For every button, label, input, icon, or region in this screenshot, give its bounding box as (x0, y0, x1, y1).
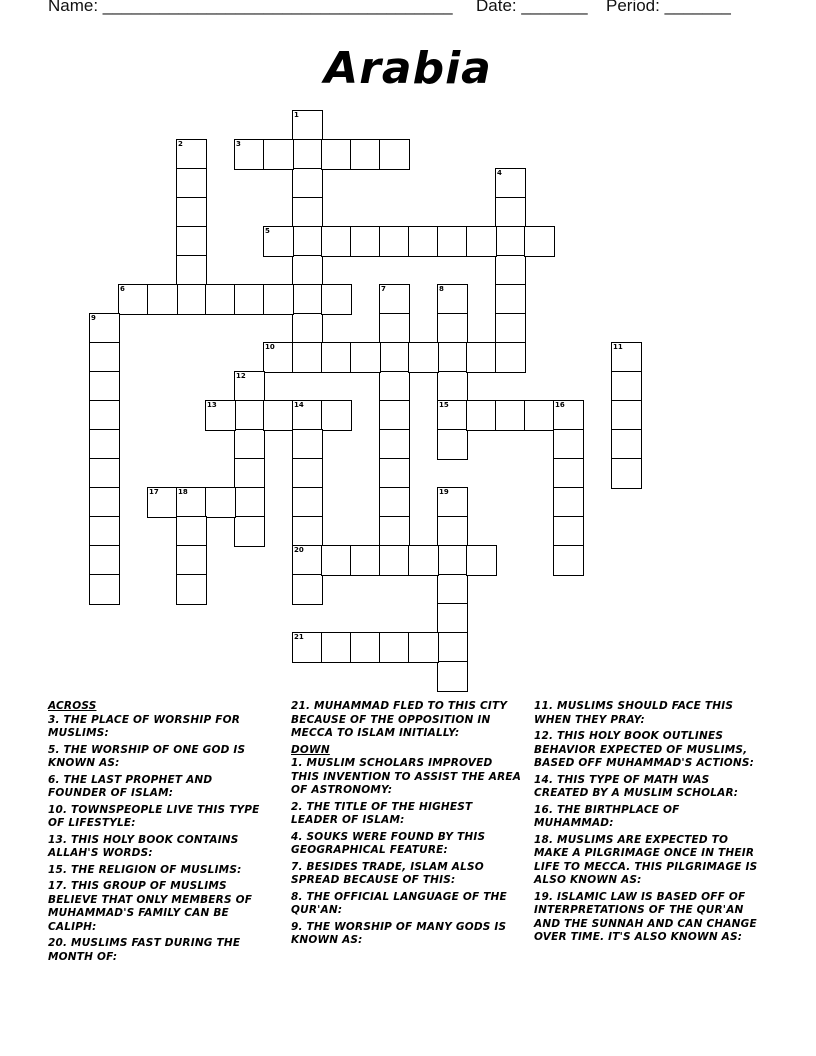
crossword-cell[interactable] (263, 226, 294, 257)
crossword-cell[interactable] (437, 603, 468, 634)
crossword-cell[interactable] (437, 429, 468, 460)
crossword-cell[interactable] (437, 400, 468, 431)
clue-number: 1 (294, 111, 299, 119)
clue-item: 5. THE WORSHIP OF ONE GOD IS KNOWN AS: (48, 743, 246, 769)
clue-number: 14 (294, 401, 304, 409)
clue-number: 4 (497, 169, 502, 177)
crossword-cell[interactable] (263, 284, 294, 315)
crossword-cell[interactable] (292, 139, 323, 170)
crossword-cell[interactable] (321, 545, 352, 576)
crossword-cell[interactable] (292, 574, 323, 605)
crossword-cell[interactable] (379, 342, 410, 373)
crossword-cell[interactable] (611, 429, 642, 460)
clue-number: 13 (207, 401, 217, 409)
crossword-cell[interactable] (176, 284, 207, 315)
crossword-cell[interactable] (321, 284, 352, 315)
period-field-label[interactable]: Period: _______ (606, 0, 731, 15)
crossword-cell[interactable] (176, 545, 207, 576)
crossword-cell[interactable] (89, 342, 120, 373)
clue-number: 3 (236, 140, 241, 148)
crossword-cell[interactable] (466, 342, 497, 373)
clue-number: 9 (91, 314, 96, 322)
crossword-cell[interactable] (234, 284, 265, 315)
clue-item: 17. THIS GROUP OF MUSLIMS BELIEVE THAT ONLY MEMBERS OF MUHAMMAD'S FAMILY CAN BE CALIPH: (48, 880, 253, 933)
crossword-cell[interactable] (466, 226, 497, 257)
crossword-cell[interactable] (553, 545, 584, 576)
crossword-cell[interactable] (466, 400, 497, 431)
crossword-cell[interactable] (176, 574, 207, 605)
clue-item: 1. MUSLIM SCHOLARS IMPROVED THIS INVENTION TO ASSIST THE AREA OF ASTRONOMY: (291, 757, 522, 796)
crossword-cell[interactable] (350, 139, 381, 170)
crossword-cell[interactable] (408, 342, 439, 373)
crossword-cell[interactable] (379, 313, 410, 344)
clue-number: 10 (265, 343, 275, 351)
crossword-cell[interactable] (553, 429, 584, 460)
crossword-cell[interactable] (379, 516, 410, 547)
clue-number: 6 (120, 285, 125, 293)
crossword-cell[interactable] (263, 400, 294, 431)
clue-item: 18. MUSLIMS ARE EXPECTED TO MAKE A PILGRIMAGE ONCE IN THEIR LIFE TO MECCA. THIS PILGRIMAGE IS ALSO KNOWN AS: (534, 833, 758, 886)
clue-item: 8. THE OFFICIAL LANGUAGE OF THE QUR'AN: (291, 890, 507, 916)
crossword-cell[interactable] (321, 400, 352, 431)
crossword-cell[interactable] (176, 516, 207, 547)
crossword-cell[interactable] (437, 226, 468, 257)
clue-number: 5 (265, 227, 270, 235)
name-field-label[interactable]: Name: _____________________________________ (48, 0, 453, 15)
crossword-cell[interactable] (524, 400, 555, 431)
clue-number: 16 (555, 401, 565, 409)
crossword-cell[interactable] (437, 487, 468, 518)
clue-item: 13. THIS HOLY BOOK CONTAINS ALLAH'S WORDS: (48, 833, 239, 859)
crossword-cell[interactable] (408, 632, 439, 663)
crossword-cell[interactable] (176, 255, 207, 286)
crossword-cell[interactable] (89, 313, 120, 344)
crossword-cell[interactable] (292, 168, 323, 199)
down-heading: DOWN (291, 743, 330, 756)
crossword-cell[interactable] (379, 632, 410, 663)
crossword-cell[interactable] (437, 545, 468, 576)
crossword-cell[interactable] (176, 139, 207, 170)
crossword-cell[interactable] (379, 429, 410, 460)
crossword-cell[interactable] (466, 545, 497, 576)
crossword-cell[interactable] (611, 342, 642, 373)
crossword-cell[interactable] (437, 371, 468, 402)
crossword-cell[interactable] (495, 255, 526, 286)
crossword-cell[interactable] (408, 226, 439, 257)
crossword-cell[interactable] (89, 429, 120, 460)
crossword-cell[interactable] (292, 458, 323, 489)
clue-item: 11. MUSLIMS SHOULD FACE THIS WHEN THEY PRAY: (534, 700, 734, 726)
crossword-cell[interactable] (292, 255, 323, 286)
crossword-cell[interactable] (350, 632, 381, 663)
crossword-cell[interactable] (495, 197, 526, 228)
crossword-cell[interactable] (176, 168, 207, 199)
crossword-cell[interactable] (495, 168, 526, 199)
clue-item: 20. MUSLIMS FAST DURING THE MONTH OF: (48, 937, 241, 963)
crossword-cell[interactable] (292, 487, 323, 518)
clue-item: 2. THE TITLE OF THE HIGHEST LEADER OF ISLAM: (291, 800, 473, 826)
crossword-cell[interactable] (234, 487, 265, 518)
clue-number: 8 (439, 285, 444, 293)
crossword-cell[interactable] (234, 400, 265, 431)
crossword-cell[interactable] (379, 458, 410, 489)
crossword-cell[interactable] (176, 226, 207, 257)
clues-column-3 (534, 700, 762, 948)
crossword-cell[interactable] (89, 574, 120, 605)
crossword-cell[interactable] (234, 139, 265, 170)
crossword-cell[interactable] (379, 226, 410, 257)
clue-number: 2 (178, 140, 183, 148)
crossword-cell[interactable] (205, 487, 236, 518)
crossword-cell[interactable] (292, 342, 323, 373)
clue-number: 12 (236, 372, 246, 380)
clue-item: 9. THE WORSHIP OF MANY GODS IS KNOWN AS: (291, 920, 507, 946)
crossword-cell[interactable] (89, 516, 120, 547)
crossword-cell[interactable] (350, 545, 381, 576)
crossword-cell[interactable] (176, 487, 207, 518)
crossword-cell[interactable] (89, 458, 120, 489)
crossword-cell[interactable] (553, 516, 584, 547)
crossword-cell[interactable] (611, 458, 642, 489)
crossword-cell[interactable] (89, 545, 120, 576)
crossword-cell[interactable] (495, 284, 526, 315)
clue-number: 20 (294, 546, 304, 554)
crossword-cell[interactable] (234, 371, 265, 402)
crossword-cell[interactable] (292, 400, 323, 431)
crossword-cell[interactable] (379, 371, 410, 402)
crossword-cell[interactable] (379, 400, 410, 431)
crossword-cell[interactable] (408, 545, 439, 576)
crossword-cell[interactable] (147, 487, 178, 518)
crossword-cell[interactable] (292, 429, 323, 460)
crossword-cell[interactable] (263, 139, 294, 170)
crossword-cell[interactable] (89, 487, 120, 518)
clue-number: 7 (381, 285, 386, 293)
crossword-cell[interactable] (205, 400, 236, 431)
crossword-cell[interactable] (292, 110, 323, 141)
crossword-cell[interactable] (292, 313, 323, 344)
crossword-cell[interactable] (292, 284, 323, 315)
crossword-cell[interactable] (495, 342, 526, 373)
clue-item: 6. THE LAST PROPHET AND FOUNDER OF ISLAM: (48, 773, 213, 799)
crossword-cell[interactable] (118, 284, 149, 315)
crossword-cell[interactable] (437, 342, 468, 373)
crossword-cell[interactable] (553, 487, 584, 518)
crossword-cell[interactable] (553, 458, 584, 489)
crossword-cell[interactable] (611, 371, 642, 402)
crossword-cell[interactable] (524, 226, 555, 257)
clue-number: 15 (439, 401, 449, 409)
crossword-cell[interactable] (234, 458, 265, 489)
crossword-cell[interactable] (205, 284, 236, 315)
crossword-cell[interactable] (350, 342, 381, 373)
crossword-cell[interactable] (292, 632, 323, 663)
crossword-cell[interactable] (89, 400, 120, 431)
crossword-cell[interactable] (379, 284, 410, 315)
crossword-cell[interactable] (437, 516, 468, 547)
clue-item: 10. TOWNSPEOPLE LIVE THIS TYPE OF LIFESTYLE: (48, 803, 260, 829)
crossword-cell[interactable] (437, 661, 468, 692)
crossword-cell[interactable] (321, 139, 352, 170)
clue-item: 4. SOUKS WERE FOUND BY THIS GEOGRAPHICAL FEATURE: (291, 830, 486, 856)
clue-item: 7. BESIDES TRADE, ISLAM ALSO SPREAD BECAUSE OF THIS: (291, 860, 484, 886)
crossword-cell[interactable] (437, 632, 468, 663)
clue-number: 19 (439, 488, 449, 496)
clue-item: 21. MUHAMMAD FLED TO THIS CITY BECAUSE OF THE OPPOSITION IN MECCA TO ISLAM INITIALLY: (291, 700, 508, 739)
clue-item: 15. THE RELIGION OF MUSLIMS: (48, 863, 242, 876)
crossword-cell[interactable] (321, 632, 352, 663)
crossword-cell[interactable] (321, 226, 352, 257)
crossword-cell[interactable] (292, 516, 323, 547)
clue-item: 3. THE PLACE OF WORSHIP FOR MUSLIMS: (48, 713, 240, 739)
crossword-cell[interactable] (176, 197, 207, 228)
page-title: Arabia (324, 43, 492, 94)
crossword-cell[interactable] (292, 197, 323, 228)
clue-item: 14. THIS TYPE OF MATH WAS CREATED BY A MUSLIM SCHOLAR: (534, 773, 739, 799)
crossword-cell[interactable] (495, 313, 526, 344)
clue-item: 16. THE BIRTHPLACE OF MUHAMMAD: (534, 803, 680, 829)
clue-item: 12. THIS HOLY BOOK OUTLINES BEHAVIOR EXPECTED OF MUSLIMS, BASED OFF MUHAMMAD'S ACTIONS: (534, 730, 755, 769)
crossword-cell[interactable] (292, 545, 323, 576)
date-field-label[interactable]: Date: _______ (476, 0, 588, 15)
crossword-cell[interactable] (234, 429, 265, 460)
crossword-cell[interactable] (437, 284, 468, 315)
clue-number: 21 (294, 633, 304, 641)
crossword-cell[interactable] (263, 342, 294, 373)
crossword-cell[interactable] (379, 139, 410, 170)
across-heading: ACROSS (48, 700, 97, 712)
crossword-cell[interactable] (147, 284, 178, 315)
clues-column-1 (48, 700, 270, 967)
crossword-cell[interactable] (495, 400, 526, 431)
clue-number: 18 (178, 488, 188, 496)
crossword-cell[interactable] (611, 400, 642, 431)
clue-number: 17 (149, 488, 159, 496)
crossword-cell[interactable] (437, 313, 468, 344)
crossword-cell[interactable] (495, 226, 526, 257)
crossword-cell[interactable] (553, 400, 584, 431)
crossword-cell[interactable] (437, 574, 468, 605)
crossword-cell[interactable] (379, 487, 410, 518)
crossword-cell[interactable] (350, 226, 381, 257)
crossword-cell[interactable] (234, 516, 265, 547)
crossword-cell[interactable] (379, 545, 410, 576)
clue-number: 11 (613, 343, 623, 351)
crossword-cell[interactable] (292, 226, 323, 257)
clues-column-2 (291, 700, 523, 951)
clue-item: 19. ISLAMIC LAW IS BASED OFF OF INTERPRETATIONS OF THE QUR'AN AND THE SUNNAH AND CAN CHANGE OVER TIME. IT'S ALSO KNOWN AS: (534, 890, 757, 943)
crossword-cell[interactable] (89, 371, 120, 402)
crossword-cell[interactable] (321, 342, 352, 373)
